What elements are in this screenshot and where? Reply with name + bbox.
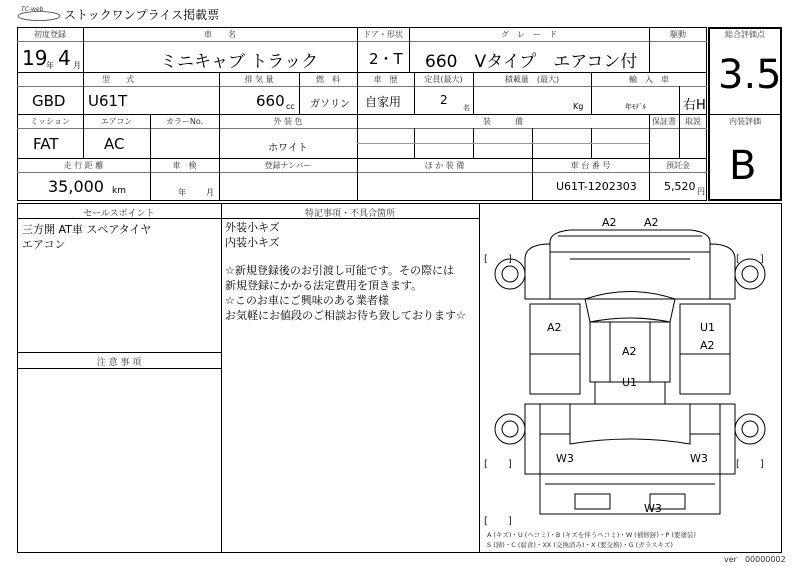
label-total-score: 総合評価点	[725, 30, 765, 39]
mark-left-side: A2	[547, 321, 562, 334]
label-deposit: 預託金	[666, 161, 690, 170]
sales-line-1: 三方開 AT車 スペアタイヤ	[22, 223, 152, 236]
insp-year-unit: 年	[178, 188, 186, 197]
model: U61T	[88, 92, 128, 110]
page-title: ストックワンプライス掲載票	[64, 8, 220, 22]
displacement-unit: cc	[286, 102, 295, 111]
mark-top-left: A2	[602, 216, 617, 229]
car-name: ミニキャブ トラック	[160, 52, 319, 72]
legend-line-2: S (錆)・C (腐食)・XX (交換済み)・X (要交換)・G (ガラスキズ)	[487, 541, 673, 549]
import-note: 年ﾓﾃﾞﾙ	[625, 103, 646, 111]
reg-year: 19	[22, 46, 48, 70]
label-import: 輸 入 車	[629, 75, 669, 84]
bracket-front-right: [ ]	[736, 254, 764, 265]
label-equipment: 装 備	[483, 117, 523, 126]
version: ver 00000002	[724, 555, 786, 564]
ext-color: ホワイト	[268, 143, 308, 154]
label-inspection: 車 検	[172, 161, 197, 170]
model-prefix: GBD	[32, 92, 66, 110]
fuel: ガソリン	[310, 99, 350, 110]
mileage-unit: km	[112, 186, 126, 196]
label-displacement: 排 気 量	[244, 75, 274, 84]
label-aircon: エアコン	[100, 117, 133, 126]
logo-text: TC-web	[21, 6, 44, 13]
label-chassis: 車 台 番 号	[570, 161, 611, 170]
label-grade: グ レ ー ド	[501, 30, 557, 39]
bracket-front-left: [ ]	[484, 254, 512, 265]
label-notes: 注 意 事 項	[96, 358, 142, 368]
insp-month-unit: 月	[206, 188, 214, 197]
remark-line-2: 内装小キズ	[225, 236, 280, 249]
door-type: 2・T	[369, 50, 403, 68]
reg-year-unit: 年	[46, 61, 54, 70]
remark-line-7: お気軽にお値段のご相談お待ち致しております☆	[225, 309, 466, 322]
bracket-rear-right: [ ]	[736, 459, 764, 470]
deposit-unit: 円	[697, 187, 705, 196]
label-ext-color: 外 装 色	[273, 117, 303, 126]
label-mission: ミッション	[30, 117, 70, 126]
mark-top-right: A2	[644, 216, 659, 229]
label-other-equip: ほ か 装 備	[424, 161, 465, 170]
mark-rear-right: W3	[690, 452, 708, 465]
bracket-rear-left: [ ]	[484, 459, 512, 470]
mark-right-a2: A2	[700, 339, 715, 352]
label-remarks: 特記事項・不具合箇所	[304, 209, 395, 219]
logo	[17, 6, 61, 18]
bracket-bottom-left: [ ]	[484, 516, 512, 527]
capacity: 2	[440, 93, 448, 107]
label-model: 型 式	[102, 75, 134, 84]
load-unit: Kg	[573, 102, 584, 111]
aircon: AC	[104, 135, 125, 153]
mark-center-u1: U1	[622, 376, 638, 389]
total-score: 3.5	[718, 52, 782, 98]
reg-month: 4	[58, 46, 71, 70]
label-plate: 登録ナンバー	[264, 161, 312, 170]
capacity-unit: 名	[463, 104, 470, 112]
label-load: 積載量 (最大)	[504, 75, 560, 84]
label-capacity: 定員(最大)	[424, 75, 463, 84]
deposit: 5,520	[664, 180, 696, 193]
reg-month-unit: 月	[73, 61, 81, 70]
label-door-type: ドア・形状	[363, 30, 403, 39]
label-fuel: 燃 料	[316, 75, 340, 84]
label-sales-point: セールスポイント	[83, 209, 155, 219]
remark-line-5: 新規登録にかかる法定費用を頂きます。	[225, 279, 423, 292]
legend-line-1: A (キズ)・U (ヘコミ)・B (キズを伴うヘコミ)・W (補修跡)・P (要塗装)	[487, 531, 696, 539]
displacement: 660	[256, 92, 285, 110]
label-car-name: 車 名	[204, 30, 236, 39]
remark-line-4: ☆新規登録後のお引渡し可能です。その際には	[225, 264, 454, 277]
interior-score: B	[729, 143, 757, 189]
mission: FAT	[33, 135, 59, 153]
remark-line-6: ☆このお車にご興味のある業者様	[225, 294, 389, 307]
label-history: 車 歴	[373, 75, 398, 84]
label-color-no: カラーNo.	[165, 117, 204, 126]
sales-line-2: エアコン	[22, 238, 66, 251]
remark-line-1: 外装小キズ	[225, 221, 280, 234]
mark-center-a2: A2	[622, 345, 637, 358]
label-manual: 取説	[685, 117, 701, 126]
label-reg-date: 初度登録	[34, 30, 66, 39]
mark-rear-left: W3	[556, 452, 574, 465]
label-drive: 駆動	[670, 30, 686, 39]
label-warranty: 保証書	[652, 117, 676, 126]
mileage: 35,000	[48, 177, 104, 196]
chassis-number: U61T-1202303	[556, 180, 637, 193]
grade: 660 Vタイプ エアコン付	[425, 52, 638, 72]
history: 自家用	[365, 95, 402, 109]
label-interior-score: 内装評価	[729, 117, 761, 126]
mark-bottom: W3	[644, 502, 662, 515]
mark-right-u1: U1	[700, 321, 716, 334]
handle: 右H	[683, 98, 706, 113]
label-mileage: 走 行 距 離	[63, 161, 104, 170]
